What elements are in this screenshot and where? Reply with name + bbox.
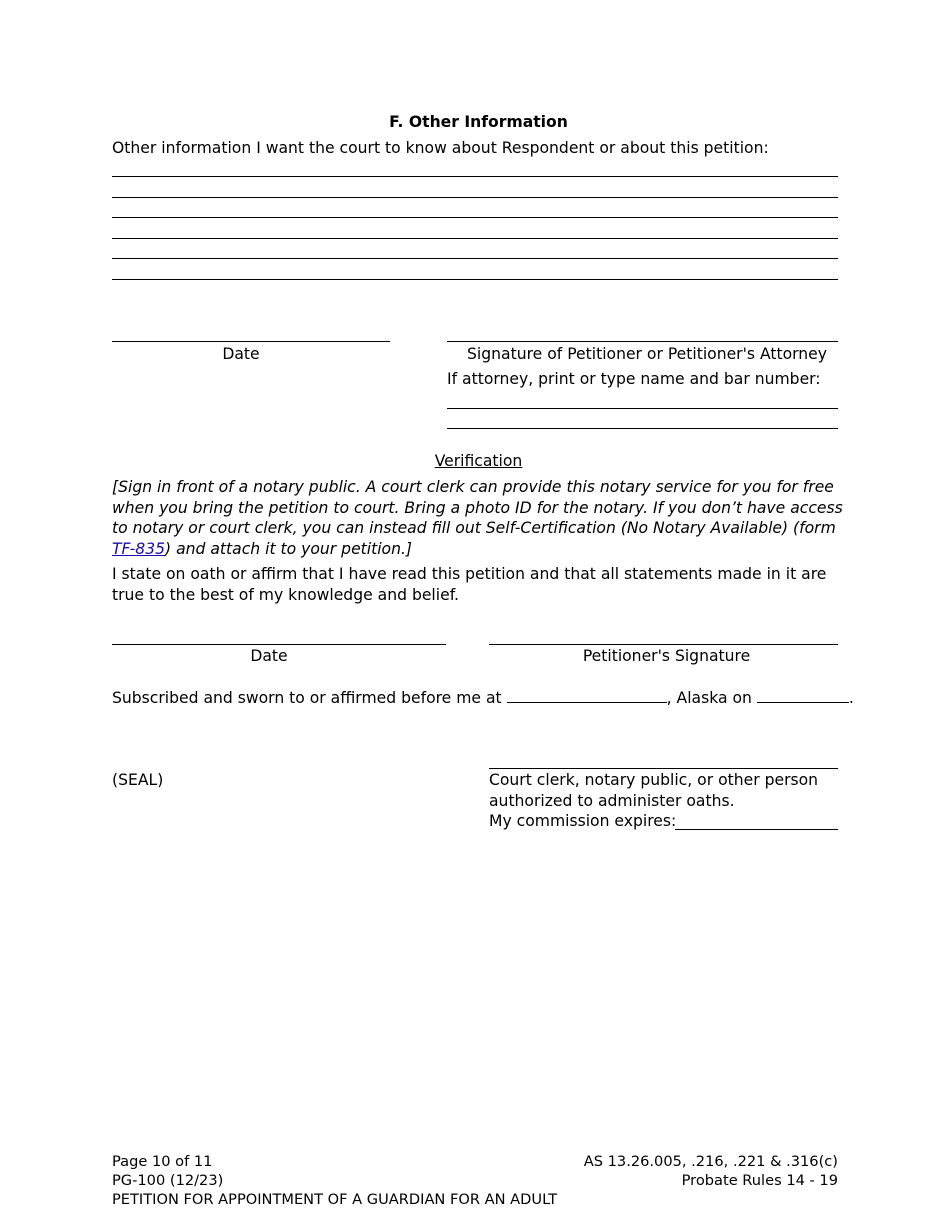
seal-label: (SEAL) (112, 771, 164, 789)
petitioner-attorney-signature-label: Signature of Petitioner or Petitioner's Attorney (467, 345, 827, 363)
commission-expires-label: My commission expires: (489, 812, 677, 830)
footer-form-number: PG-100 (12/23) (112, 1172, 224, 1189)
notary-instructions-text: [Sign in front of a notary public. A court clerk can provide this notary service for you for free when you bring the petition to court. Bring a photo ID for the notary. If you don’t have access to notary or court clerk, you can instead fill out Self-Certification (No Notary Available) (form (112, 478, 843, 537)
attorney-name-line-2[interactable] (447, 428, 838, 429)
petitioner-signature-line[interactable] (489, 644, 838, 645)
oath-statement: I state on oath or affirm that I have read this petition and that all statements made in it are true to the best of my knowledge and belief. (112, 565, 827, 604)
footer-page-number: Page 10 of 11 (112, 1153, 213, 1170)
footer-rules: Probate Rules 14 - 19 (681, 1172, 838, 1189)
notary-officer-line-1: Court clerk, notary public, or other person (489, 771, 819, 789)
other-info-line-6[interactable] (112, 279, 838, 280)
other-information-prompt: Other information I want the court to know about Respondent or about this petition: (112, 139, 769, 157)
notary-instructions-end: ) and attach it to your petition.] (165, 539, 413, 558)
subscribed-prefix: Subscribed and sworn to or affirmed before me at (112, 689, 502, 707)
footer-form-title: PETITION FOR APPOINTMENT OF A GUARDIAN FOR AN ADULT (112, 1191, 558, 1208)
verification-heading: Verification (434, 452, 523, 470)
form-link-part-1: TF- (112, 539, 136, 558)
other-info-line-1[interactable] (112, 176, 838, 177)
footer-statutes: AS 13.26.005, .216, .221 & .316(c) (583, 1153, 838, 1170)
location-blank[interactable] (507, 702, 667, 703)
date-label: Date (222, 345, 260, 363)
notary-instructions (112, 477, 845, 559)
notary-signature-line[interactable] (489, 768, 838, 769)
notary-date-blank[interactable] (757, 702, 849, 703)
form-tf-835-link[interactable] (112, 540, 165, 558)
verification-date-label: Date (250, 647, 288, 665)
commission-expires-line[interactable] (675, 829, 838, 830)
other-info-line-3[interactable] (112, 217, 838, 218)
other-info-line-2[interactable] (112, 197, 838, 198)
alaska-on-text: , Alaska on (666, 689, 752, 707)
sentence-period: . (848, 689, 854, 707)
petitioner-attorney-signature-line[interactable] (447, 341, 838, 342)
attorney-name-line-1[interactable] (447, 408, 838, 409)
other-info-line-5[interactable] (112, 258, 838, 259)
date-line[interactable] (112, 341, 390, 342)
subscribed-sworn-line (112, 688, 854, 708)
form-link-part-2: 835 (135, 539, 166, 558)
attorney-prompt: If attorney, print or type name and bar number: (447, 370, 821, 388)
notary-officer-line-2: authorized to administer oaths. (489, 792, 735, 810)
verification-date-line[interactable] (112, 644, 446, 645)
petitioner-signature-label: Petitioner's Signature (582, 647, 751, 665)
section-heading: F. Other Information (389, 113, 568, 131)
other-info-line-4[interactable] (112, 238, 838, 239)
